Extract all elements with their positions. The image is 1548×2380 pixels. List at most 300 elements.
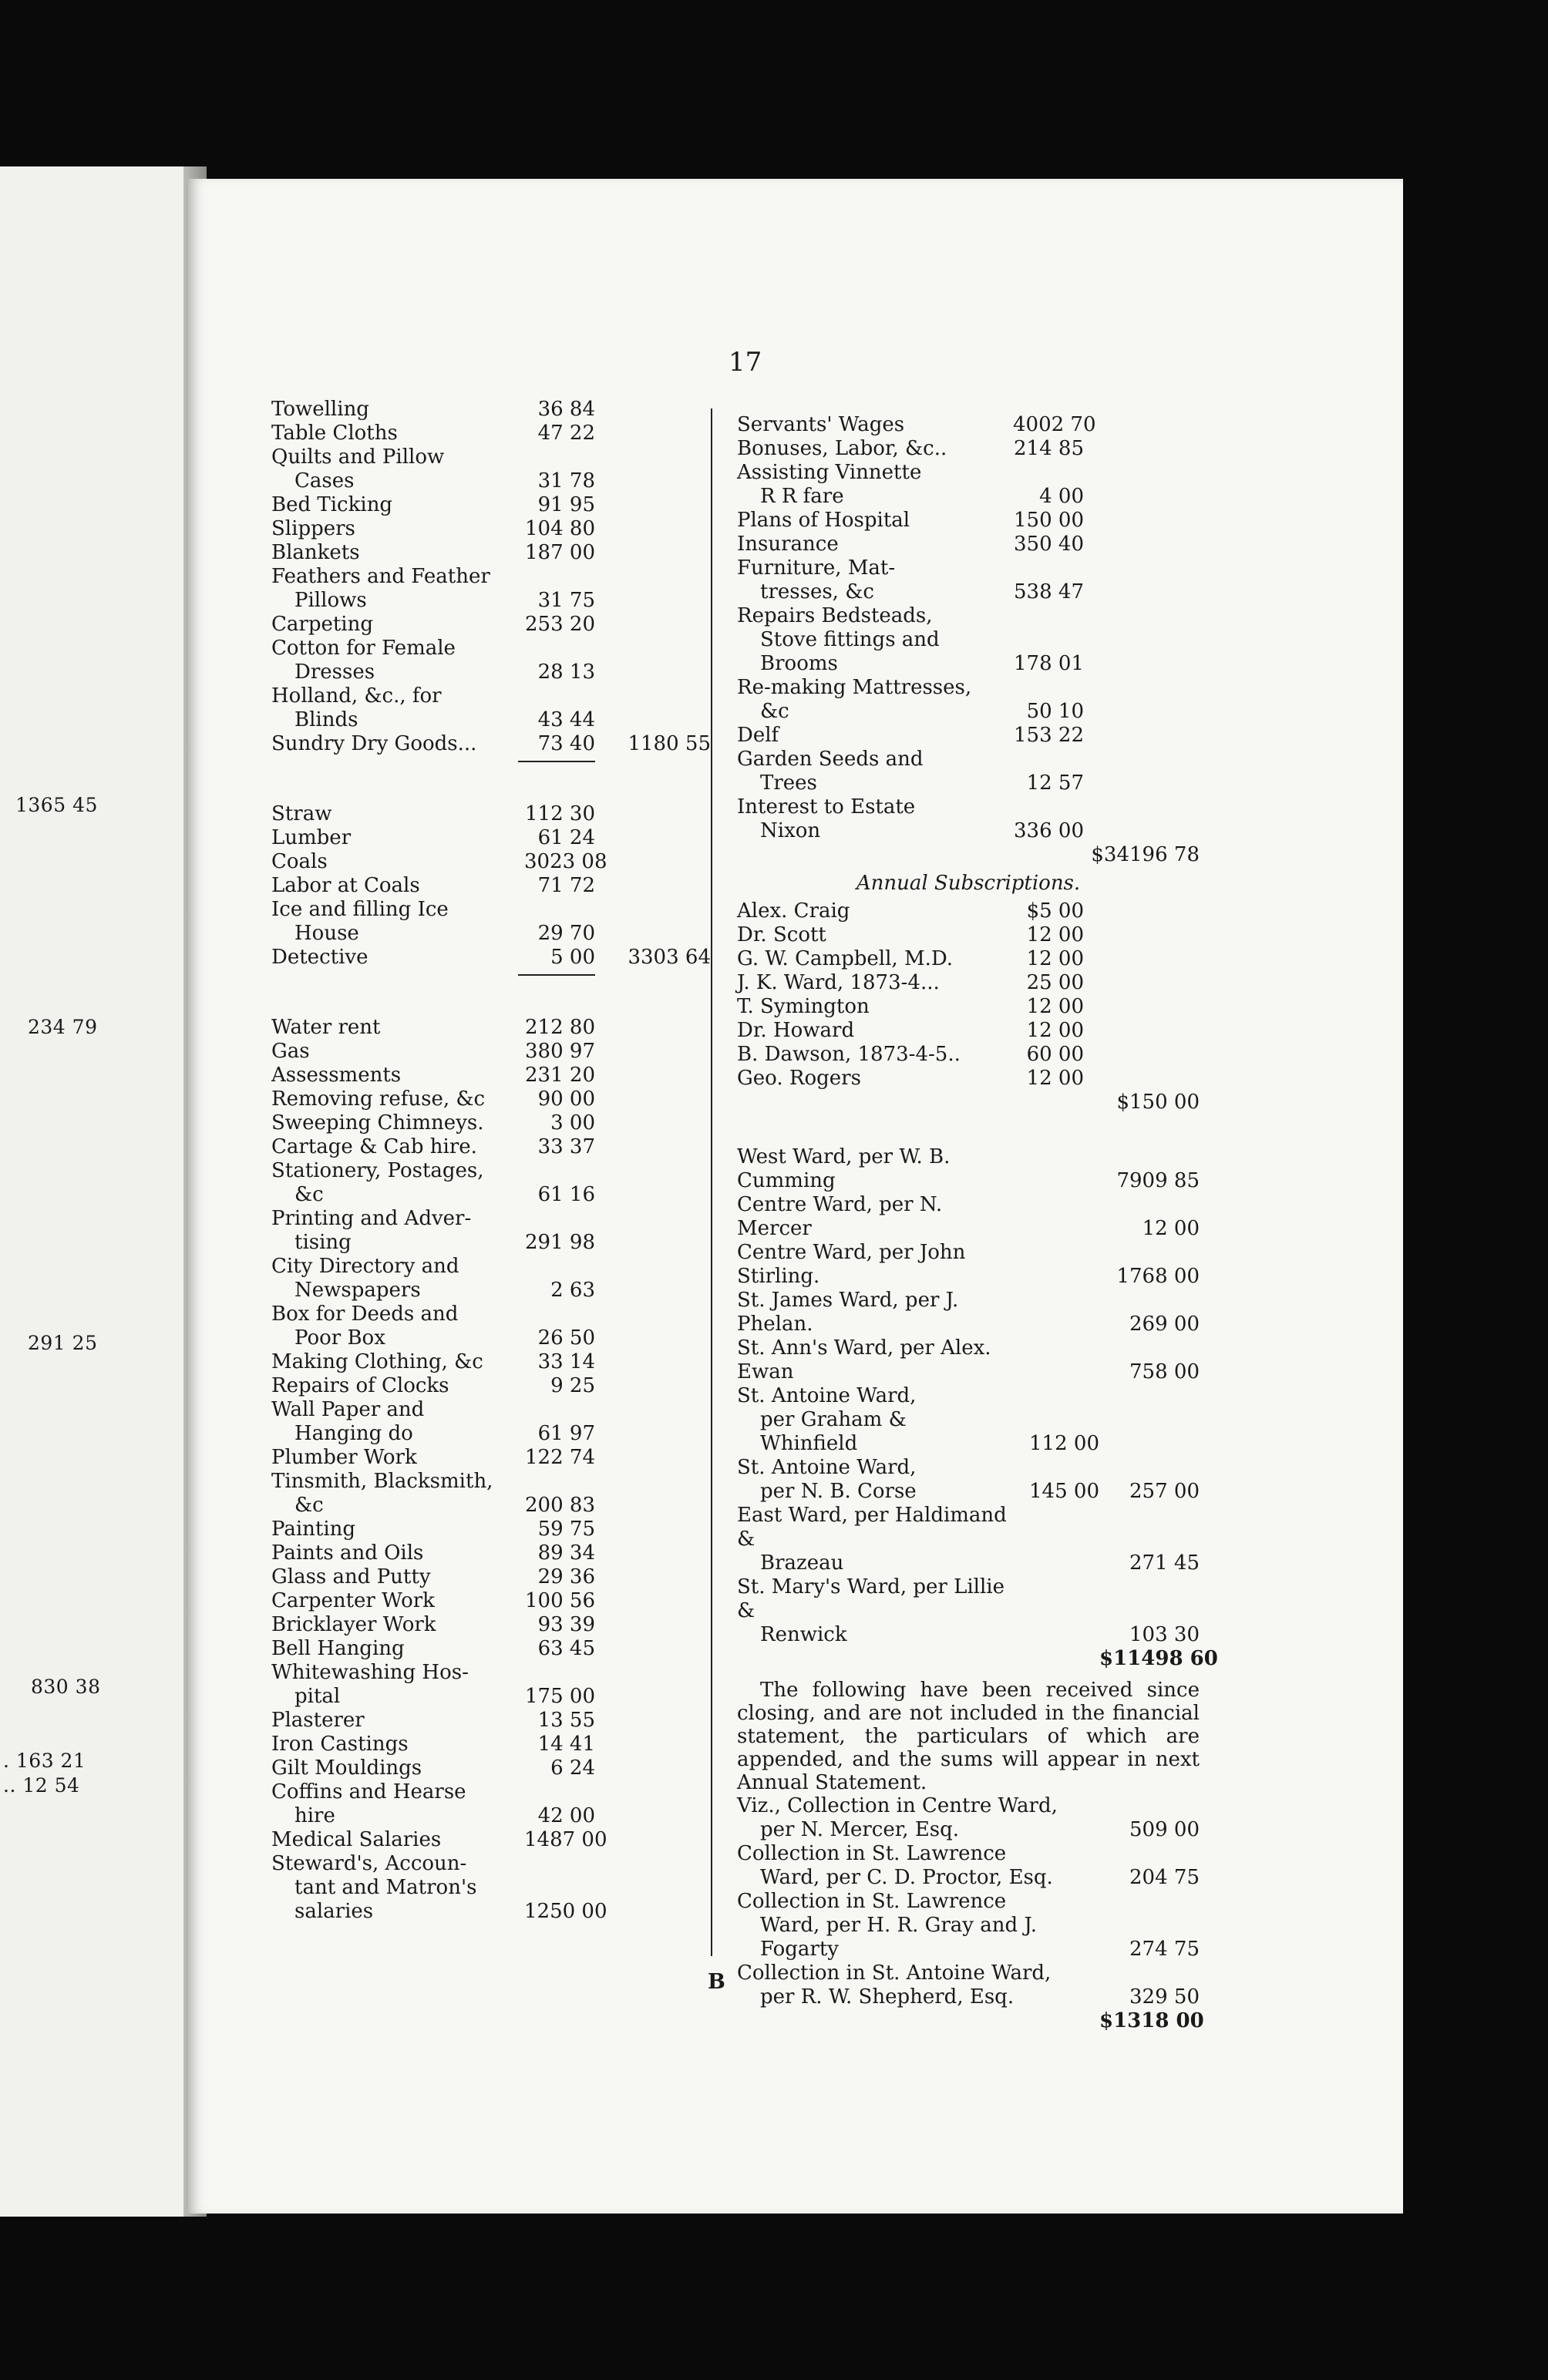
entry-label-text: Coals: [271, 850, 328, 873]
subscriptions-list: [737, 899, 1200, 1091]
entry-label: [737, 1575, 1015, 1647]
entry-amount: 47 22: [537, 422, 595, 445]
collection-amount: 204 75: [1129, 1866, 1200, 1889]
entry-label: [271, 1111, 524, 1135]
entry-label-text: Printing and Adver-: [271, 1207, 472, 1230]
ward-amount: 758 00: [1129, 1360, 1200, 1383]
entry-label: [271, 850, 524, 874]
entry-amount: 187 00: [525, 541, 595, 564]
entry-label: [271, 1350, 524, 1374]
entry-label: [737, 1890, 1099, 1961]
subscription-row: [737, 1043, 1200, 1067]
entry-label-text: Glass and Putty: [271, 1565, 431, 1588]
entry-label-text: Carpeting: [271, 613, 374, 636]
ledger-row: [271, 637, 711, 684]
entry-label-continued: pital: [294, 1685, 341, 1708]
entry-label-text: St. Mary's Ward, per Lillie &: [737, 1575, 1005, 1622]
entry-label-continued: Newspapers: [294, 1279, 421, 1302]
entry-label-text: Plumber Work: [271, 1446, 417, 1469]
entry-amount: 336 00: [1014, 819, 1084, 842]
entry-label-text: Gilt Mouldings: [271, 1756, 422, 1780]
ledger-row: [271, 398, 711, 422]
entry-label-continued: House: [294, 922, 359, 945]
entry-amount: 6 24: [550, 1756, 595, 1780]
entry-label: [737, 1842, 1099, 1890]
ledger-row: [271, 1087, 711, 1111]
entry-label: [271, 1255, 524, 1303]
left-groups: [271, 398, 711, 1924]
group-total: 1180 55: [628, 732, 711, 755]
collection-amount: 329 50: [1129, 1985, 1200, 2009]
ledger-row: [271, 1111, 711, 1135]
entry-label: [737, 1504, 1015, 1575]
subscriber-name: Dr. Scott: [737, 923, 826, 946]
ward-row: [737, 1289, 1200, 1336]
entry-label-text: Table Cloths: [271, 422, 398, 445]
entry-label-text: Assisting Vinnette: [737, 461, 922, 484]
closing-note: The following have been received since closing, and are not included in the financial statement, the particulars of which are appended, and the sums will appear in next Annual Statement.: [737, 1679, 1200, 1794]
ledger-row: [271, 541, 711, 565]
entry-label-continued: tant and Matron's salaries: [294, 1876, 477, 1923]
ward-sub-amount: 145 00: [1029, 1480, 1099, 1503]
entry-label: [737, 1794, 1099, 1842]
entry-amount: 33 14: [537, 1350, 595, 1373]
ledger-row: [271, 1040, 711, 1064]
entry-amount: 26 50: [537, 1326, 595, 1350]
entry-amount: 150 00: [1014, 509, 1084, 532]
collections-total: $1318 00: [1099, 2009, 1204, 2032]
subscription-row: [737, 899, 1200, 923]
entry-label-text: Plans of Hospital: [737, 509, 910, 532]
entry-label-continued: hire: [294, 1804, 335, 1827]
entry-label-continued: per N. Mercer, Esq.: [760, 1818, 960, 1841]
ward-amount: 103 30: [1129, 1623, 1200, 1646]
ward-row: [737, 1456, 1200, 1504]
ledger-row: [737, 509, 1200, 533]
entry-label: [271, 541, 524, 565]
entry-label: [271, 1518, 524, 1541]
sum-rule: [518, 761, 595, 762]
ledger-row: [271, 493, 711, 517]
entry-amount: 13 55: [537, 1709, 595, 1732]
ledger-row: [271, 1565, 711, 1589]
signature-mark: B: [708, 1970, 725, 1994]
ledger-row: [271, 1661, 711, 1709]
entry-label: [271, 1040, 524, 1064]
entry-label-continued: Stove fittings and Brooms: [760, 628, 940, 675]
ledger-row: [271, 1470, 711, 1518]
entry-amount: 253 20: [525, 613, 595, 636]
entry-label-text: Carpenter Work: [271, 1589, 435, 1612]
entry-label: [737, 724, 1013, 748]
entry-label-text: Quilts and Pillow: [271, 445, 445, 469]
entry-label-text: Cotton for Female: [271, 637, 456, 660]
entry-amount: 73 40: [537, 732, 595, 755]
entry-label: [737, 556, 1013, 604]
group-gap: [271, 771, 711, 802]
ledger-row: [271, 1828, 711, 1852]
page-number: 17: [729, 347, 762, 378]
ledger-row: [271, 1852, 711, 1924]
entry-label: [737, 1384, 1015, 1456]
group-total: 3303 64: [628, 946, 711, 969]
entry-amount: 104 80: [525, 517, 595, 540]
ledger-row: [271, 613, 711, 637]
subscriber-name: T. Symington: [737, 995, 870, 1018]
entry-label: [271, 1207, 524, 1255]
ledger-row: [271, 565, 711, 613]
expenses-total-row: [737, 843, 1200, 867]
entry-label-text: Towelling: [271, 398, 369, 421]
entry-label-continued: Renwick: [760, 1623, 847, 1646]
entry-amount: 61 16: [537, 1183, 595, 1206]
ledger-row: [271, 802, 711, 826]
entry-label-text: Bed Ticking: [271, 493, 393, 516]
entry-label: [737, 1289, 1015, 1336]
ledger-row: [271, 732, 711, 756]
entry-label-continued: &c: [760, 700, 789, 723]
entry-amount: 63 45: [537, 1637, 595, 1660]
collection-amount: 509 00: [1129, 1818, 1200, 1841]
entry-label-text: Painting: [271, 1518, 356, 1541]
entry-label: [737, 1145, 1015, 1193]
ledger-row: [737, 795, 1200, 843]
collection-row: [737, 1842, 1200, 1890]
subscriptions-header: Annual Subscriptions.: [856, 872, 1081, 895]
entry-label-text: Lumber: [271, 826, 352, 849]
collection-row: [737, 1890, 1200, 1961]
ledger-row: [271, 1135, 711, 1159]
subscriptions-total: $150 00: [1116, 1091, 1200, 1114]
entry-label: [271, 1159, 524, 1207]
ledger-row: [271, 1589, 711, 1613]
entry-label: [271, 1637, 524, 1661]
entry-amount: 200 83: [525, 1494, 595, 1517]
entry-label: [271, 946, 524, 970]
entry-amount: 71 72: [537, 874, 595, 897]
entry-amount: 31 75: [537, 589, 595, 612]
entry-amount: 231 20: [525, 1064, 595, 1087]
entry-label-text: Sweeping Chimneys.: [271, 1111, 484, 1135]
entry-label-text: Repairs of Clocks: [271, 1374, 449, 1397]
entry-label-text: Ice and filling Ice: [271, 898, 449, 921]
entry-label-text: Detective: [271, 946, 368, 969]
ward-row: [737, 1575, 1200, 1647]
ledger-row: [271, 1064, 711, 1087]
collection-row: [737, 1794, 1200, 1842]
entry-amount: 175 00: [525, 1685, 595, 1708]
entry-label-text: Cartage & Cab hire.: [271, 1135, 477, 1158]
entry-label-continued: Ward, per H. R. Gray and J. Fogarty: [760, 1914, 1038, 1961]
entry-label: [737, 1193, 1015, 1241]
entry-label-text: Interest to Estate: [737, 795, 916, 819]
entry-amount: 28 13: [537, 661, 595, 684]
ward-amount: 12 00: [1142, 1217, 1200, 1240]
entry-amount: 2 63: [550, 1279, 595, 1302]
entry-amount: 90 00: [537, 1087, 595, 1111]
entry-amount: 50 10: [1026, 700, 1084, 723]
entry-amount: 3 00: [550, 1111, 595, 1135]
subscription-amount: 60 00: [1026, 1043, 1084, 1066]
entry-amount: 122 74: [525, 1446, 595, 1469]
entry-label-text: Repairs Bedsteads,: [737, 604, 933, 627]
entry-label: [271, 1541, 524, 1565]
entry-label: [271, 1828, 524, 1852]
ledger-row: [271, 1255, 711, 1303]
ledger-row: [271, 850, 711, 874]
subscriber-name: J. K. Ward, 1873-4...: [737, 971, 940, 994]
entry-label: [271, 1613, 524, 1637]
entry-amount: 212 80: [525, 1016, 595, 1039]
ledger-row: [271, 1303, 711, 1350]
subscription-amount: 12 00: [1026, 995, 1084, 1018]
group-gap: [271, 985, 711, 1016]
entry-label: [271, 565, 524, 613]
entry-label-text: Coffins and Hearse: [271, 1780, 466, 1803]
ledger-row: [271, 1780, 711, 1828]
entry-label: [271, 1470, 524, 1518]
entry-amount: 214 85: [1014, 437, 1084, 460]
ledger-row: [737, 748, 1200, 795]
entry-amount: 291 98: [525, 1231, 595, 1254]
subscription-row: [737, 995, 1200, 1019]
entry-label-continued: Poor Box: [294, 1326, 385, 1350]
ledger-row: [271, 946, 711, 970]
entry-label-continued: Hanging do: [294, 1422, 413, 1445]
ward-sub-amount: 112 00: [1029, 1432, 1099, 1455]
entry-label-text: Labor at Coals: [271, 874, 420, 897]
entry-label: [737, 604, 1013, 676]
sum-rule: [518, 974, 595, 976]
ledger-row: [271, 1207, 711, 1255]
subscriber-name: Dr. Howard: [737, 1019, 855, 1042]
entry-amount: 3023 08: [524, 850, 607, 873]
entry-label: [271, 732, 524, 756]
entry-label-text: Collection in St. Antoine Ward,: [737, 1961, 1052, 1985]
entry-label: [737, 509, 1013, 533]
wards-list: [737, 1145, 1200, 1647]
entry-label-continued: per Graham & Whinfield: [760, 1408, 907, 1455]
ledger-row: [737, 676, 1200, 724]
entry-label-continued: tising: [294, 1231, 352, 1254]
entry-amount: 61 97: [537, 1422, 595, 1445]
entry-label-text: Water rent: [271, 1016, 381, 1039]
entry-amount: 43 44: [537, 708, 595, 731]
entry-label-continued: &c: [294, 1183, 324, 1206]
entry-label-text: Iron Castings: [271, 1733, 409, 1756]
ledger-row: [271, 1613, 711, 1637]
entry-amount: 59 75: [537, 1518, 595, 1541]
wards-total: $11498 60: [1099, 1647, 1218, 1670]
entry-label-text: West Ward, per W. B. Cumming: [737, 1145, 951, 1192]
entry-label-continued: Brazeau: [760, 1551, 844, 1575]
ledger-row: [271, 1756, 711, 1780]
entry-label-text: Stationery, Postages,: [271, 1159, 484, 1182]
entry-label: [737, 795, 1013, 843]
ledger-row: [737, 604, 1200, 676]
entry-label-text: Assessments: [271, 1064, 402, 1087]
ledger-row: [271, 826, 711, 850]
ledger-row: [271, 1374, 711, 1398]
entry-amount: 4002 70: [1013, 413, 1096, 436]
entry-amount: 12 57: [1026, 771, 1084, 795]
entry-label: [271, 493, 524, 517]
entry-label: [271, 517, 524, 541]
ledger-row: [271, 1159, 711, 1207]
ledger-row: [737, 724, 1200, 748]
previous-page: [0, 166, 200, 2217]
margin-number: 234 79: [28, 1016, 98, 1038]
entry-amount: 153 22: [1014, 724, 1084, 747]
entry-label: [271, 422, 524, 445]
right-expenses: [737, 413, 1200, 843]
ledger-row: [271, 1709, 711, 1733]
entry-label-text: Servants' Wages: [737, 413, 905, 436]
right-column: [737, 413, 1218, 2033]
entry-label-text: Feathers and Feather: [271, 565, 490, 588]
entry-label-text: Sundry Dry Goods...: [271, 732, 477, 755]
entry-label-text: Making Clothing, &c: [271, 1350, 483, 1373]
ledger-row: [271, 1350, 711, 1374]
entry-label: [271, 1589, 524, 1613]
subscription-row: [737, 1067, 1200, 1091]
entry-label: [737, 461, 1013, 509]
entry-label-continued: tresses, &c: [760, 580, 874, 603]
subscription-amount: 25 00: [1026, 971, 1084, 994]
entry-amount: 31 78: [537, 469, 595, 492]
entry-label-text: Steward's, Accoun-: [271, 1852, 467, 1875]
entry-label: [271, 1016, 524, 1040]
margin-number: .. 12 54: [3, 1774, 80, 1797]
subscription-amount: $5 00: [1026, 899, 1084, 923]
entry-label: [271, 1709, 524, 1733]
entry-label-continued: Ward, per C. D. Proctor, Esq.: [760, 1866, 1053, 1889]
entry-label: [271, 613, 524, 637]
entry-label: [737, 413, 1013, 437]
entry-amount: 9 25: [550, 1374, 595, 1397]
entry-label: [737, 748, 1013, 795]
entry-label-continued: R R fare: [760, 485, 844, 508]
entry-amount: 380 97: [525, 1040, 595, 1063]
subscription-row: [737, 971, 1200, 995]
entry-label-text: Bonuses, Labor, &c..: [737, 437, 947, 460]
ledger-row: [271, 1446, 711, 1470]
entry-label-text: City Directory and: [271, 1255, 459, 1278]
collections-list: [737, 1794, 1200, 2009]
entry-label: [271, 1135, 524, 1159]
subscription-amount: 12 00: [1026, 1019, 1084, 1042]
margin-number: 1365 45: [15, 794, 98, 816]
subscription-amount: 12 00: [1026, 947, 1084, 970]
ledger-row: [737, 556, 1200, 604]
subscription-row: [737, 923, 1200, 947]
entry-amount: 61 24: [537, 826, 595, 849]
ward-row: [737, 1241, 1200, 1289]
entry-label: [737, 1456, 1015, 1504]
entry-label: [271, 1780, 524, 1828]
entry-label-text: Furniture, Mat-: [737, 556, 896, 580]
margin-number: 291 25: [28, 1332, 98, 1354]
entry-amount: 4 00: [1039, 485, 1084, 508]
entry-label-text: Re-making Mattresses,: [737, 676, 972, 699]
entry-label: [737, 1241, 1015, 1289]
entry-label-continued: per R. W. Shepherd, Esq.: [760, 1985, 1015, 2009]
entry-label: [271, 445, 524, 493]
collection-row: [737, 1961, 1200, 2009]
entry-amount: 350 40: [1014, 533, 1084, 556]
entry-label-text: Collection in St. Lawrence: [737, 1842, 1007, 1865]
subscription-row: [737, 947, 1200, 971]
entry-label-text: Gas: [271, 1040, 310, 1063]
entry-label: [737, 676, 1013, 724]
entry-label-text: Wall Paper and: [271, 1398, 425, 1421]
entry-label-text: St. Antoine Ward,: [737, 1456, 917, 1479]
entry-label-text: Collection in St. Lawrence: [737, 1890, 1007, 1913]
entry-amount: 112 30: [525, 802, 595, 825]
ward-row: [737, 1193, 1200, 1241]
entry-label-continued: Cases: [294, 469, 355, 492]
margin-number: . 163 21: [3, 1750, 86, 1772]
entry-amount: 33 37: [537, 1135, 595, 1158]
expenses-total: $34196 78: [1091, 843, 1200, 866]
subscriber-name: Geo. Rogers: [737, 1067, 861, 1090]
ledger-row: [737, 437, 1200, 461]
ledger-row: [271, 1637, 711, 1661]
entry-label: [271, 802, 524, 826]
entry-label: [271, 898, 524, 946]
entry-label: [271, 1852, 524, 1924]
wards-total-row: [737, 1647, 1218, 1671]
entry-label-text: Garden Seeds and: [737, 748, 924, 771]
entry-label-text: Insurance: [737, 533, 839, 556]
entry-label-text: Bricklayer Work: [271, 1613, 436, 1636]
entry-label-text: Holland, &c., for: [271, 684, 442, 708]
entry-label-text: Slippers: [271, 517, 355, 540]
collections-total-row: [737, 2009, 1204, 2033]
ward-row: [737, 1504, 1200, 1575]
entry-label-continued: Nixon: [760, 819, 821, 842]
subscription-amount: 12 00: [1026, 923, 1084, 946]
entry-label: [271, 1064, 524, 1087]
ledger-row: [271, 445, 711, 493]
entry-label-text: Removing refuse, &c: [271, 1087, 486, 1111]
entry-label: [271, 1565, 524, 1589]
entry-label-text: St. Antoine Ward,: [737, 1384, 917, 1407]
ledger-row: [271, 422, 711, 445]
entry-label-continued: &c: [294, 1494, 324, 1517]
entry-amount: 1487 00: [524, 1828, 607, 1851]
entry-label: [271, 1661, 524, 1709]
entry-label: [737, 1336, 1015, 1384]
entry-label-text: Delf: [737, 724, 779, 747]
ward-amount: 269 00: [1129, 1313, 1200, 1336]
ledger-row: [271, 1733, 711, 1756]
ledger-row: [271, 1398, 711, 1446]
entry-amount: 5 00: [550, 946, 595, 969]
subscription-amount: 12 00: [1026, 1067, 1084, 1090]
entry-label: [271, 1398, 524, 1446]
entry-amount: 36 84: [537, 398, 595, 421]
collection-amount: 274 75: [1129, 1938, 1200, 1961]
ledger-row: [271, 684, 711, 732]
subscriber-name: Alex. Craig: [737, 899, 850, 923]
ledger-row: [271, 1016, 711, 1040]
entry-amount: 29 36: [537, 1565, 595, 1588]
entry-label-text: Tinsmith, Blacksmith,: [271, 1470, 493, 1493]
ledger-row: [271, 1541, 711, 1565]
entry-amount: 91 95: [537, 493, 595, 516]
entry-label-text: East Ward, per Haldimand &: [737, 1504, 1007, 1551]
